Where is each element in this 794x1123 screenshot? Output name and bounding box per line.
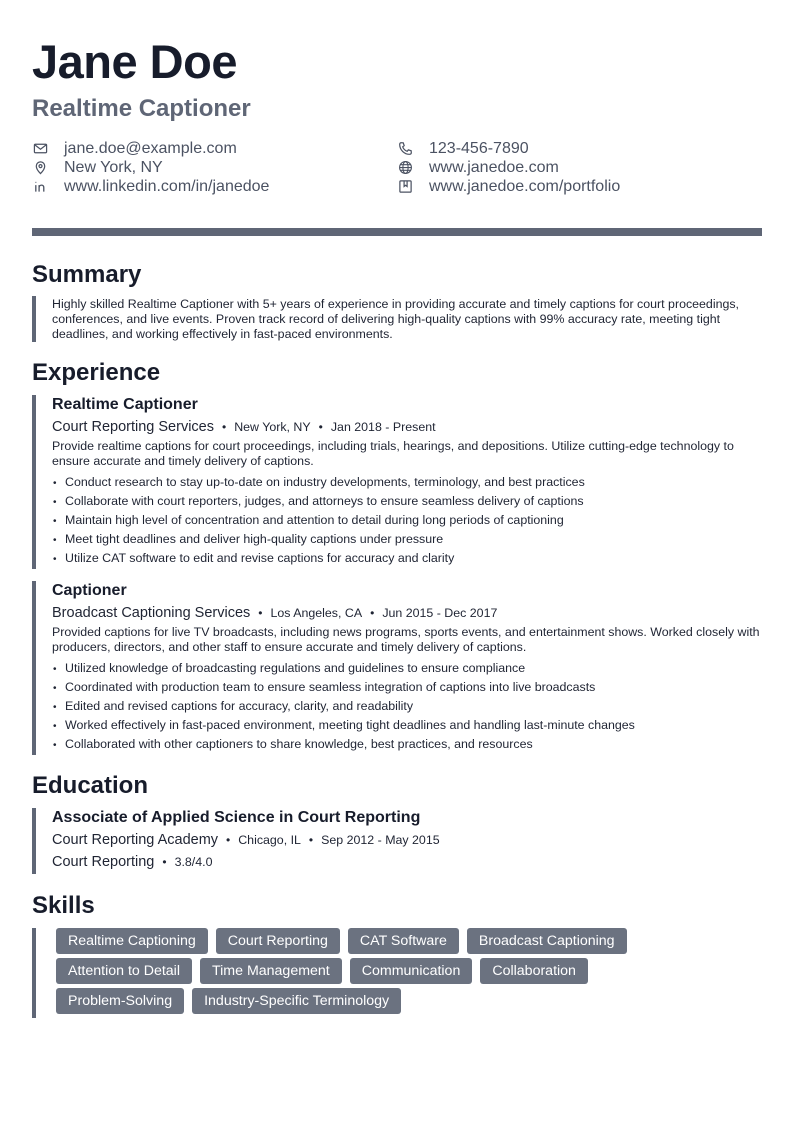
phone-icon [397, 141, 413, 157]
skill-tag: Attention to Detail [56, 958, 192, 984]
contact-website-text: www.janedoe.com [429, 158, 559, 176]
contact-linkedin-text: www.linkedin.com/in/janedoe [64, 177, 270, 195]
edu-field-row [52, 852, 762, 872]
meta-separator: • [370, 606, 375, 620]
skill-tag: Communication [350, 958, 473, 984]
job-bullets [52, 659, 762, 754]
education-heading: Education [32, 772, 149, 799]
edu-degree: Associate of Applied Science in Court Reporting [52, 809, 421, 826]
contact-portfolio-text: www.janedoe.com/portfolio [429, 177, 621, 195]
contact-location-text: New York, NY [64, 158, 163, 176]
skill-tag: Industry-Specific Terminology [192, 988, 401, 1014]
skill-tag: Time Management [200, 958, 342, 984]
location-pin-icon [32, 160, 48, 176]
job-description: Provided captions for live TV broadcasts, including news programs, sports events, and entertainment shows. Worked closely with producers, directors, and other staff to ensure accurate and timely delivery of captions. [52, 625, 760, 654]
summary-text: Highly skilled Realtime Captioner with 5+ years of experience in providing accurate and timely captions for court proceedings, conferences, and live events. Proven track record of delivering high-quality captions with 99% accuracy rate, meeting tight deadlines, and working effectively in fast-paced environments. [52, 297, 739, 341]
meta-separator: • [318, 420, 323, 434]
job-bullet: • Maintain high level of concentration and attention to detail during long periods of captioning [52, 511, 762, 530]
contact-phone-text: 123-456-7890 [429, 139, 529, 157]
experience-entry [32, 581, 762, 755]
portfolio-icon [397, 179, 413, 195]
candidate-name: Jane Doe [32, 35, 237, 88]
job-bullet: • Worked effectively in fast-paced environment, meeting tight deadlines and handling last-minute changes [52, 716, 762, 735]
job-bullet: • Edited and revised captions for accuracy, clarity, and readability [52, 697, 762, 716]
skill-tag: Realtime Captioning [56, 928, 208, 954]
meta-separator: • [258, 606, 263, 620]
edu-gpa: 3.8/4.0 [174, 855, 213, 869]
contact-website[interactable] [397, 158, 559, 177]
summary-block [32, 296, 762, 342]
meta-separator: • [308, 833, 314, 847]
skills-heading: Skills [32, 892, 95, 919]
edu-dates: Sep 2012 - May 2015 [321, 833, 440, 847]
skills-block [32, 928, 762, 1018]
contact-location [32, 158, 163, 177]
experience-heading: Experience [32, 359, 161, 386]
edu-school: Court Reporting Academy [52, 832, 219, 848]
job-meta [52, 603, 762, 623]
job-company: Broadcast Captioning Services [52, 605, 251, 621]
job-company: Court Reporting Services [52, 419, 214, 435]
skill-tag: Broadcast Captioning [467, 928, 627, 954]
edu-meta [52, 830, 762, 850]
summary-heading: Summary [32, 261, 142, 288]
contact-email[interactable] [32, 139, 237, 158]
meta-separator: • [162, 855, 167, 869]
job-dates: Jan 2018 - Present [330, 420, 436, 434]
contact-portfolio[interactable] [397, 177, 620, 196]
job-bullet: • Meet tight deadlines and deliver high-quality captions under pressure [52, 530, 762, 549]
candidate-role: Realtime Captioner [32, 95, 251, 122]
job-bullet: • Utilized knowledge of broadcasting regulations and guidelines to ensure compliance [52, 659, 762, 678]
mail-icon [32, 141, 48, 157]
education-entry [32, 808, 762, 874]
job-meta [52, 417, 762, 437]
job-bullet: • Coordinated with production team to ensure seamless integration of captions into live broadcasts [52, 678, 762, 697]
skill-tag: Collaboration [480, 958, 588, 984]
skill-tags [56, 928, 696, 1018]
experience-entry [32, 395, 762, 569]
edu-field: Court Reporting [52, 854, 155, 870]
skill-tag: Court Reporting [216, 928, 340, 954]
job-bullet: • Collaborated with other captioners to share knowledge, best practices, and resources [52, 735, 762, 754]
job-bullet: • Conduct research to stay up-to-date on industry developments, terminology, and best practices [52, 473, 762, 492]
contact-email-text: jane.doe@example.com [64, 139, 237, 157]
job-dates: Jun 2015 - Dec 2017 [382, 606, 498, 620]
job-title: Captioner [52, 582, 127, 599]
job-title: Realtime Captioner [52, 396, 198, 413]
header-divider [32, 228, 762, 236]
meta-separator: • [222, 420, 227, 434]
linkedin-icon [32, 179, 48, 195]
job-description: Provide realtime captions for court proceedings, including trials, hearings, and depositions. Utilize cutting-edge technology to ensure accurate and timely delivery of captions. [52, 439, 734, 468]
job-location: Los Angeles, CA [270, 606, 363, 620]
globe-icon [397, 160, 413, 176]
skill-tag: CAT Software [348, 928, 459, 954]
skill-tag: Problem-Solving [56, 988, 184, 1014]
contact-phone[interactable] [397, 139, 529, 158]
job-bullets [52, 473, 762, 568]
job-bullet: • Utilize CAT software to edit and revise captions for accuracy and clarity [52, 549, 762, 568]
job-bullet: • Collaborate with court reporters, judges, and attorneys to ensure seamless delivery of captions [52, 492, 762, 511]
edu-location: Chicago, IL [238, 833, 301, 847]
meta-separator: • [226, 833, 231, 847]
job-location: New York, NY [234, 420, 311, 434]
contact-linkedin[interactable] [32, 177, 269, 196]
